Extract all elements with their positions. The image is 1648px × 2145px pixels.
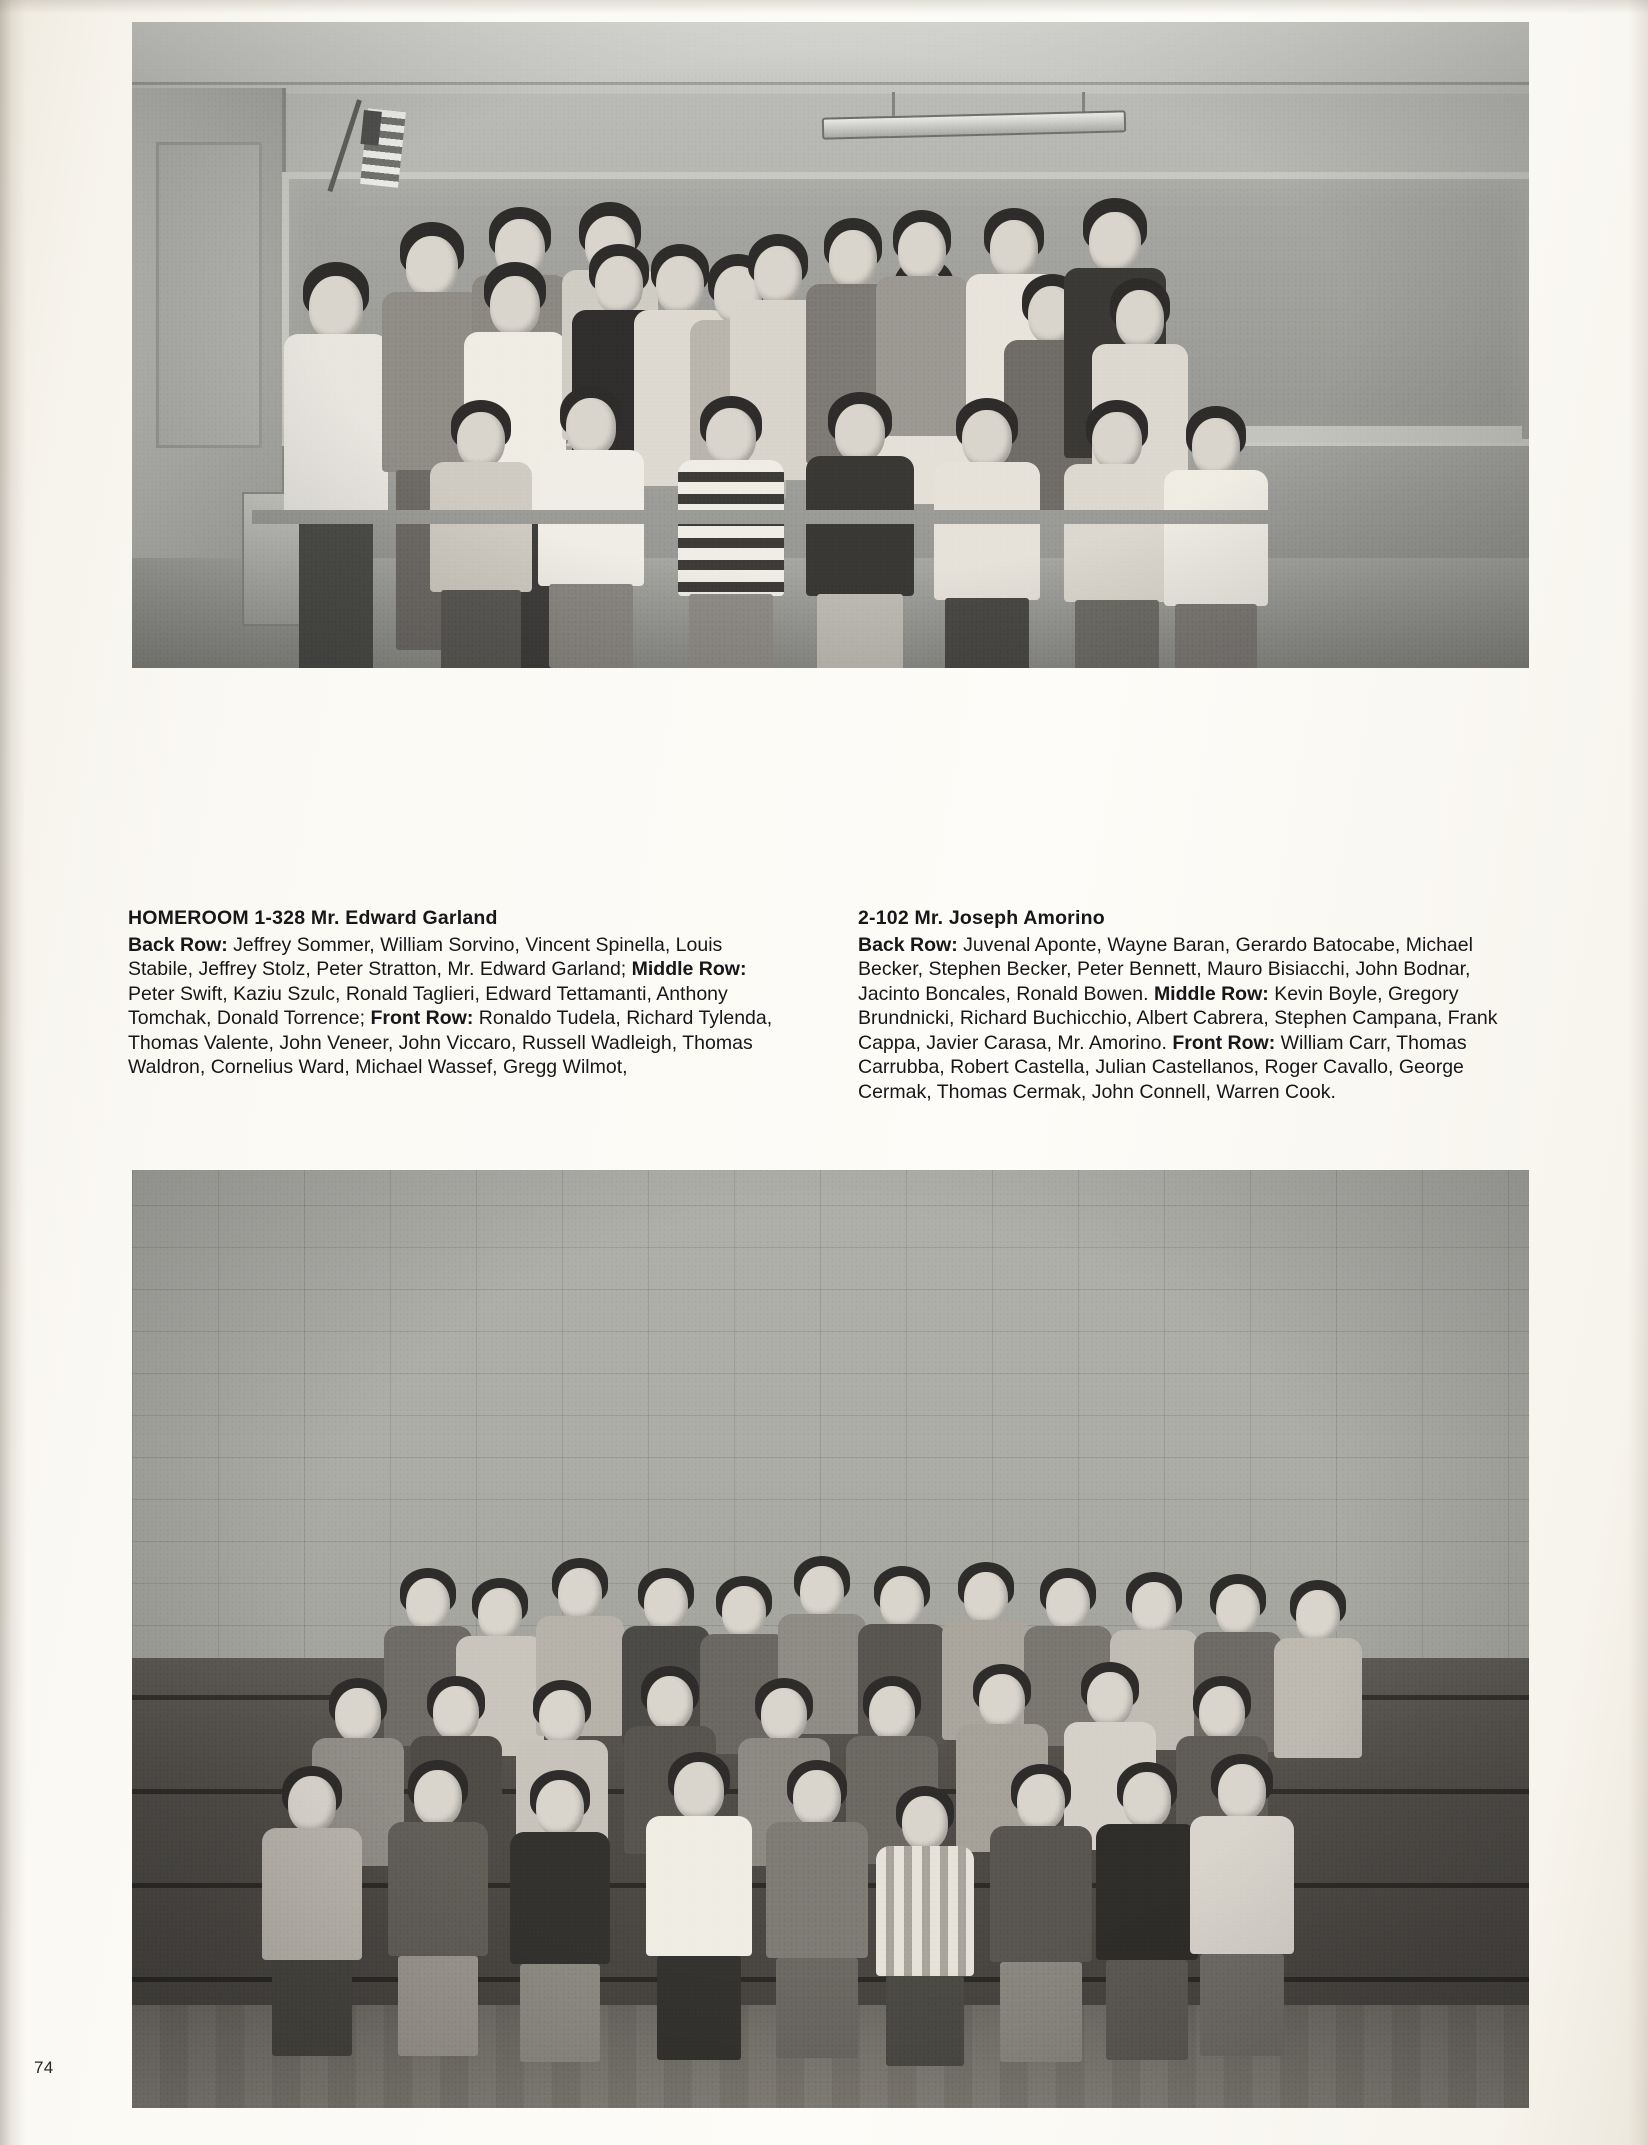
bench-edge <box>252 510 1432 524</box>
binding-shadow <box>0 0 26 2145</box>
caption-right-backrow-label: Back Row: <box>858 933 958 956</box>
student-figure <box>260 1766 364 2056</box>
student-figure <box>536 386 646 668</box>
caption-right <box>858 906 1528 1104</box>
homeroom-1-328-group-photo <box>132 22 1529 668</box>
top-edge-shadow <box>0 0 1648 14</box>
page-number: 74 <box>34 2058 54 2077</box>
student-figure <box>1162 406 1270 668</box>
caption-left-backrow-label: Back Row: <box>128 933 228 956</box>
ceiling-seam <box>132 82 1529 85</box>
student-figure <box>644 1752 754 2062</box>
student-figure <box>508 1770 612 2064</box>
student-figure <box>804 392 916 668</box>
caption-right-frontrow-names: William Carr, Thomas Carrubba, Robert Castella, Julian Castellanos, Roger Cavallo, George Cermak, Thomas Cermak, John Connell, Warren Cook. <box>858 1031 1467 1103</box>
caption-right-backrow-names: Juvenal Aponte, Wayne Baran, Gerardo Batocabe, Michael Becker, Stephen Becker, Peter Bennett, Mauro Bisiacchi, John Bodnar, Jacinto Boncales, Ronald Bowen. <box>858 933 1473 1005</box>
caption-left-title: HOMEROOM 1-328 Mr. Edward Garland <box>128 907 498 929</box>
student-figure <box>874 1786 976 2066</box>
caption-right-middlerow-names: Kevin Boyle, Gregory Brundnicki, Richard Buchicchio, Albert Cabrera, Stephen Campana, Frank Cappa, Javier Carasa, Mr. Amorino. <box>858 982 1498 1054</box>
student-figure <box>1062 400 1172 668</box>
caption-left-middlerow-names: Peter Swift, Kaziu Szulc, Ronald Taglieri, Edward Tettamanti, Anthony Tomchak, Donald Torrence; <box>128 982 728 1029</box>
caption-right-middlerow-label: Middle Row: <box>1153 982 1269 1005</box>
caption-right-frontrow-label: Front Row: <box>1172 1031 1276 1054</box>
flag-canton <box>360 110 381 146</box>
student-figure <box>428 400 534 668</box>
door-panel <box>156 142 262 448</box>
student-figure <box>386 1760 490 2060</box>
caption-left <box>128 906 788 1080</box>
student-figure <box>1272 1580 1364 1780</box>
caption-left-frontrow-label: Front Row: <box>370 1007 474 1029</box>
student-figure <box>676 396 786 668</box>
student-figure <box>282 262 390 668</box>
caption-left-middlerow-label: Middle Row: <box>631 958 747 980</box>
homeroom-2-102-group-photo <box>132 1170 1529 2108</box>
student-figure <box>1094 1762 1200 2062</box>
caption-right-title: 2-102 Mr. Joseph Amorino <box>858 907 1105 929</box>
student-figure <box>932 398 1042 668</box>
right-edge-shadow <box>1628 0 1648 2145</box>
caption-left-backrow-names: Jeffrey Sommer, William Sorvino, Vincent Spinella, Louis Stabile, Jeffrey Stolz, Peter Stratton, Mr. Edward Garland; <box>128 933 723 980</box>
caption-right-body <box>858 933 1528 1105</box>
student-figure <box>988 1764 1094 2064</box>
caption-left-body <box>128 933 788 1080</box>
light-stem <box>892 92 895 118</box>
captions-block <box>128 906 1528 1156</box>
student-figure <box>764 1760 870 2060</box>
caption-left-frontrow-names: Ronaldo Tudela, Richard Tylenda, Thomas Valente, John Veneer, John Viccaro, Russell Wadleigh, Thomas Waldron, Cornelius Ward, Michael Wassef, Gregg Wilmot, <box>128 1007 773 1078</box>
student-figure <box>1188 1754 1296 2060</box>
